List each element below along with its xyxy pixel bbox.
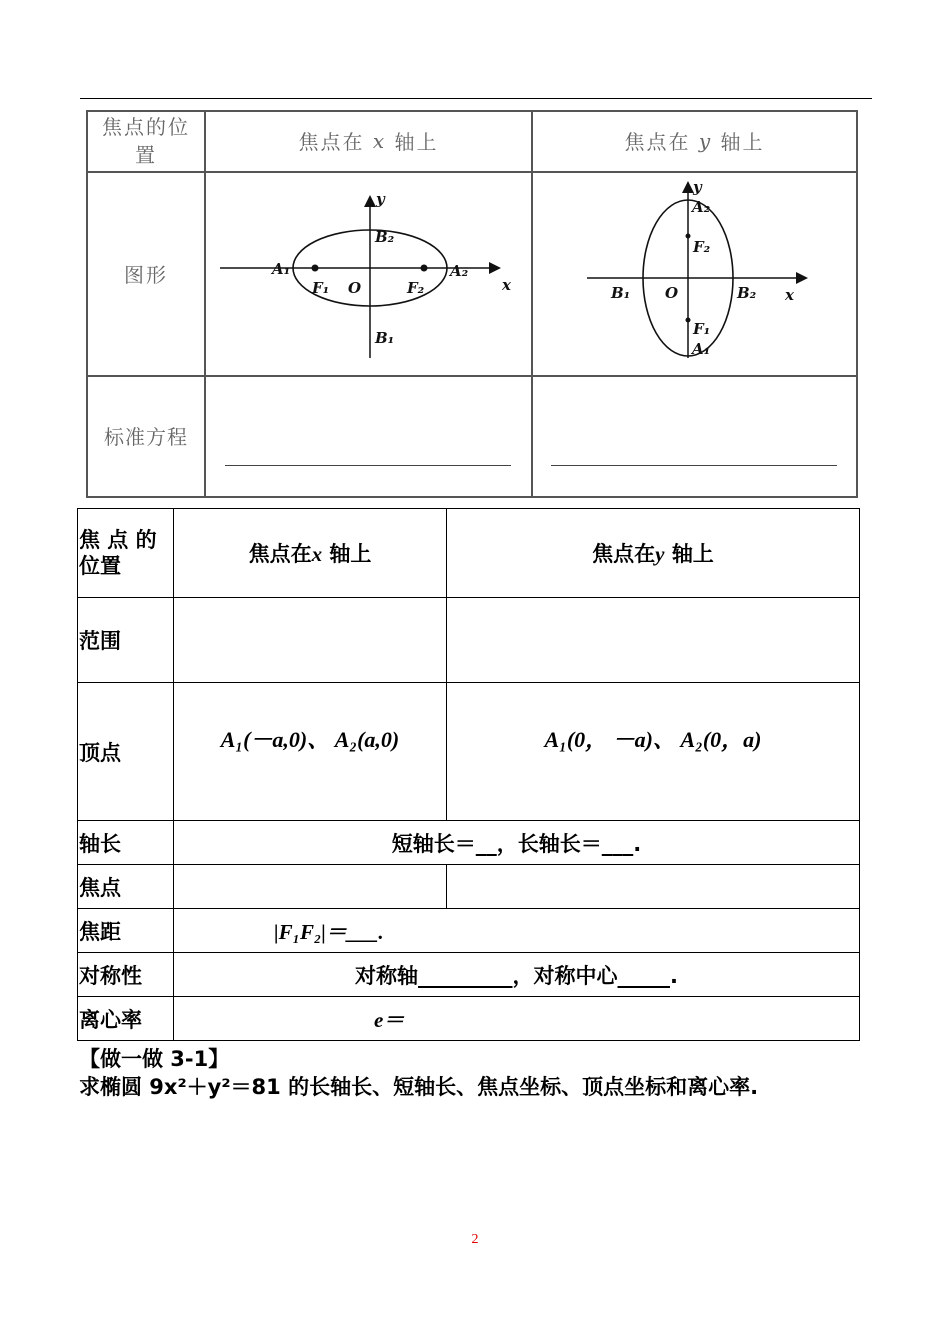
label-eccentricity: 离心率 [78, 997, 174, 1041]
img-header-x: 焦点在 x 轴上 [298, 128, 439, 154]
fig2-f1: F₁ [693, 320, 711, 338]
table-row [78, 509, 860, 598]
fig2-a2: A₂ [692, 198, 711, 216]
label-symmetry: 对称性 [78, 953, 174, 997]
header-focus-y: 焦点在y 轴上 [447, 509, 860, 598]
label-vertex: 顶点 [78, 683, 174, 821]
scanned-ellipse-table [86, 110, 858, 498]
exercise-heading: 【做一做 3-1】 [79, 1047, 230, 1071]
img-label-equation: 标准方程 [104, 425, 188, 449]
img-header-y: 焦点在 y 轴上 [624, 128, 765, 154]
eccentricity-value: e＝ [174, 997, 860, 1041]
axis-length-value: 短轴长＝__，长轴长＝___. [174, 821, 860, 865]
fig2-y-label: y [693, 178, 702, 196]
table-row [78, 909, 860, 953]
fig1-origin: O [348, 279, 362, 297]
fig2-f2: F₂ [693, 238, 711, 256]
fig1-f2: F₂ [407, 279, 425, 297]
label-foci: 焦点 [78, 865, 174, 909]
fig2-b1: B₁ [611, 284, 631, 302]
label-range: 范围 [78, 598, 174, 683]
fig2-x-label: x [785, 286, 794, 304]
img-label-figure: 图形 [124, 262, 168, 287]
fig2-origin: O [665, 284, 679, 302]
table-row [78, 997, 860, 1041]
fig1-y-label: y [376, 190, 385, 208]
cell-range-y [447, 598, 860, 683]
cell-foci-y [447, 865, 860, 909]
img-label-focus: 焦点的位置 [102, 114, 190, 167]
equation-blank-y [551, 465, 837, 466]
focal-distance-value: |F₁F₂|＝___. [174, 909, 860, 953]
header-focus-x: 焦点在x 轴上 [174, 509, 447, 598]
vertex-x-value: A₁(－a,0)、 A₂(a,0) [174, 683, 447, 821]
label-focus-position: 焦 点 的位置 [78, 509, 174, 598]
table-row [78, 821, 860, 865]
exercise-text: 求椭圆 9x²＋y²＝81 的长轴长、短轴长、焦点坐标、顶点坐标和离心率. [79, 1075, 759, 1099]
ellipse-properties-table [77, 508, 860, 1041]
vertex-y-value: A₁(0， －a)、 A₂(0，a) [447, 683, 860, 821]
ellipse-x-figure [206, 172, 530, 374]
fig2-b2: B₂ [737, 284, 757, 302]
fig1-f1: F₁ [312, 279, 330, 297]
fig2-a1: A₁ [692, 340, 711, 358]
symmetry-value: 对称轴_________，对称中心_____. [174, 953, 860, 997]
fig1-a1: A₁ [272, 260, 291, 278]
fig1-b2: B₂ [375, 228, 395, 246]
fig1-b1: B₁ [375, 329, 395, 347]
label-axis-length: 轴长 [78, 821, 174, 865]
label-focal-distance: 焦距 [78, 909, 174, 953]
cell-range-x [174, 598, 447, 683]
table-row [78, 683, 860, 821]
fig1-x-label: x [502, 276, 511, 294]
page-number: 2 [471, 1232, 479, 1247]
equation-blank-x [225, 465, 511, 466]
table-row [78, 598, 860, 683]
table-row [78, 865, 860, 909]
cell-foci-x [174, 865, 447, 909]
table-row [78, 953, 860, 997]
header-rule [80, 98, 872, 99]
ellipse-y-figure [533, 172, 855, 374]
fig1-a2: A₂ [450, 262, 469, 280]
